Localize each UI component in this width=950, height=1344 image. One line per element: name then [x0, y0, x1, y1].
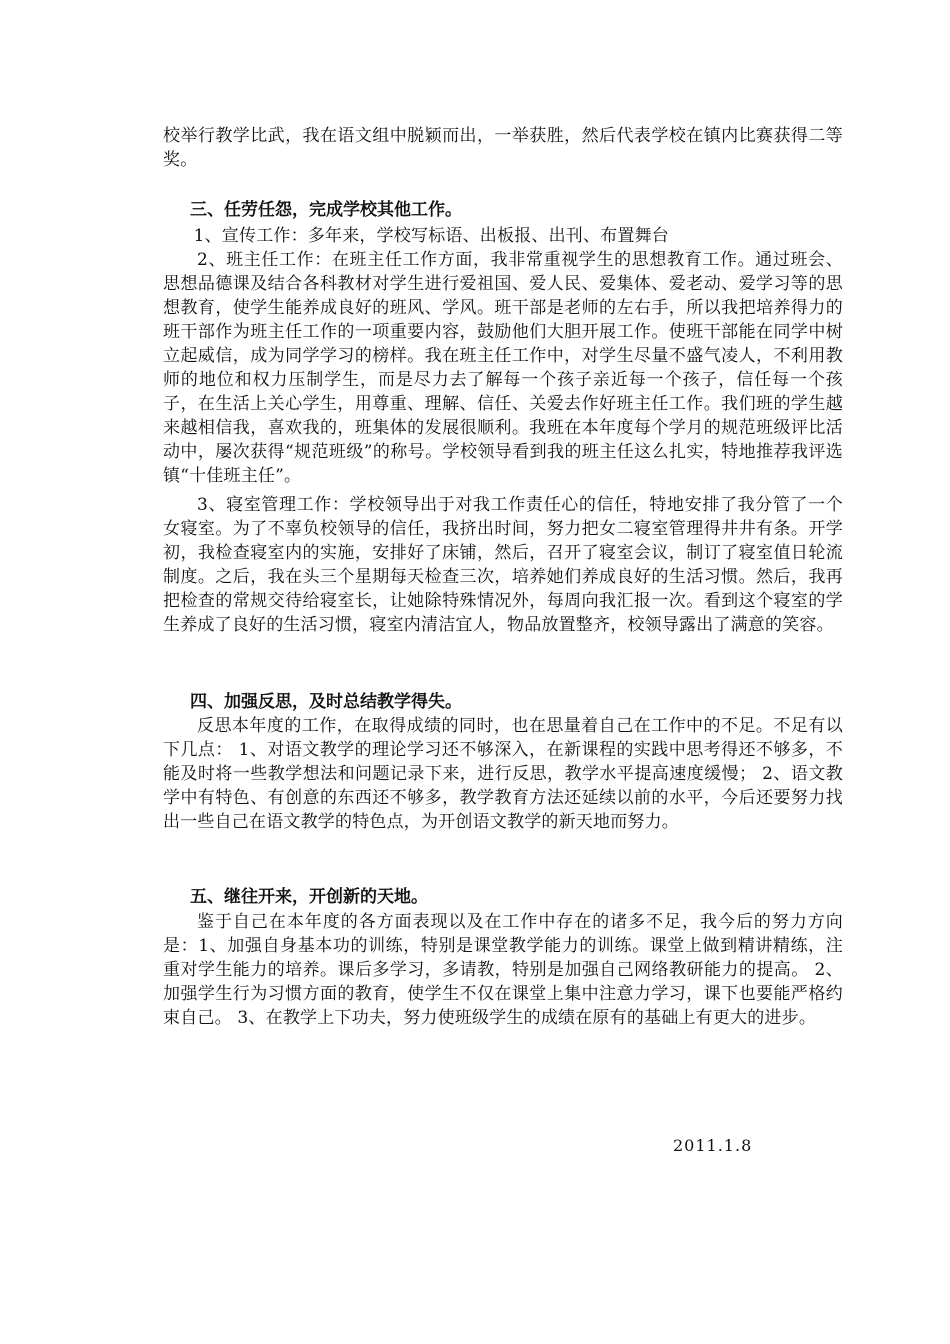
section-3-item-3: 3、寝室管理工作：学校领导出于对我工作责任心的信任，特地安排了我分管了一个女寝室。为了不辜负校领导的信任，我挤出时间，努力把女二寝室管理得井井有条。开学初，我检查寝室内的实施，安排好了床铺，然后，召开了寝室会议，制订了寝室值日轮流制度。之后，我在头三个星期每天检查三次，培养她们养成良好的生活习惯。然后，我再把检查的常规交待给寝室长，让她除特殊情况外，每周向我汇报一次。看到这个寝室的学生养成了良好的生活习惯，寝室内清洁宜人，物品放置整齐，校领导露出了满意的笑容。 [163, 495, 843, 635]
section-5-body: 鉴于自己在本年度的各方面表现以及在工作中存在的诸多不足，我今后的努力方向是：1、加强自身基本功的训练，特别是课堂教学能力的训练。课堂上做到精讲精练，注重对学生能力的培养。课后多学习，多请教，特别是加强自己网络教研能力的提高。 2、加强学生行为习惯方面的教育，使学生不仅在课堂上集中注意力学习，课下也要能严格约束自己。 3、在教学上下功夫，努力使班级学生的成绩在原有的基础上有更大的进步。 [163, 912, 843, 1028]
document-date: 2011.1.8 [673, 1136, 753, 1155]
continuation-paragraph: 校举行教学比武，我在语文组中脱颖而出，一举获胜，然后代表学校在镇内比赛获得二等奖。 [163, 126, 843, 170]
section-3-heading: 三、任劳任怨，完成学校其他工作。 [190, 200, 462, 220]
section-5-heading: 五、继往开来，开创新的天地。 [190, 887, 428, 907]
section-3-item-2: 2、班主任工作：在班主任工作方面，我非常重视学生的思想教育工作。通过班会、思想品德课及结合各科教材对学生进行爱祖国、爱人民、爱集体、爱老动、爱学习等的思想教育，使学生能养成良好的班风、学风。班干部是老师的左右手，所以我把培养得力的班干部作为班主任工作的一项重要内容，鼓励他们大胆开展工作。使班干部能在同学中树立起威信，成为同学学习的榜样。我在班主任工作中，对学生尽量不盛气凌人，不利用教师的地位和权力压制学生，而是尽力去了解每一个孩子亲近每一个孩子，信任每一个孩子，在生活上关心学生，用尊重、理解、信任、关爱去作好班主任工作。我们班的学生越来越相信我，喜欢我的，班集体的发展很顺利。我班在本年度每个学月的规范班级评比活动中，屡次获得“规范班级”的称号。学校领导看到我的班主任这么扎实，特地推荐我评选镇“十佳班主任”。 [163, 250, 843, 486]
section-3-item-1: 1、宣传工作：多年来，学校写标语、出板报、出刊、布置舞台 [193, 226, 670, 246]
section-4-body: 反思本年度的工作，在取得成绩的同时，也在思量着自己在工作中的不足。不足有以下几点： 1、对语文教学的理论学习还不够深入，在新课程的实践中思考得还不够多，不能及时将一些教学想法和问题记录下来，进行反思，教学水平提高速度缓慢； 2、语文教学中有特色、有创意的东西还不够多，教学教育方法还延续以前的水平，今后还要努力找出一些自己在语文教学的特色点，为开创语文教学的新天地而努力。 [163, 716, 843, 832]
section-4-heading: 四、加强反思，及时总结教学得失。 [190, 692, 462, 712]
